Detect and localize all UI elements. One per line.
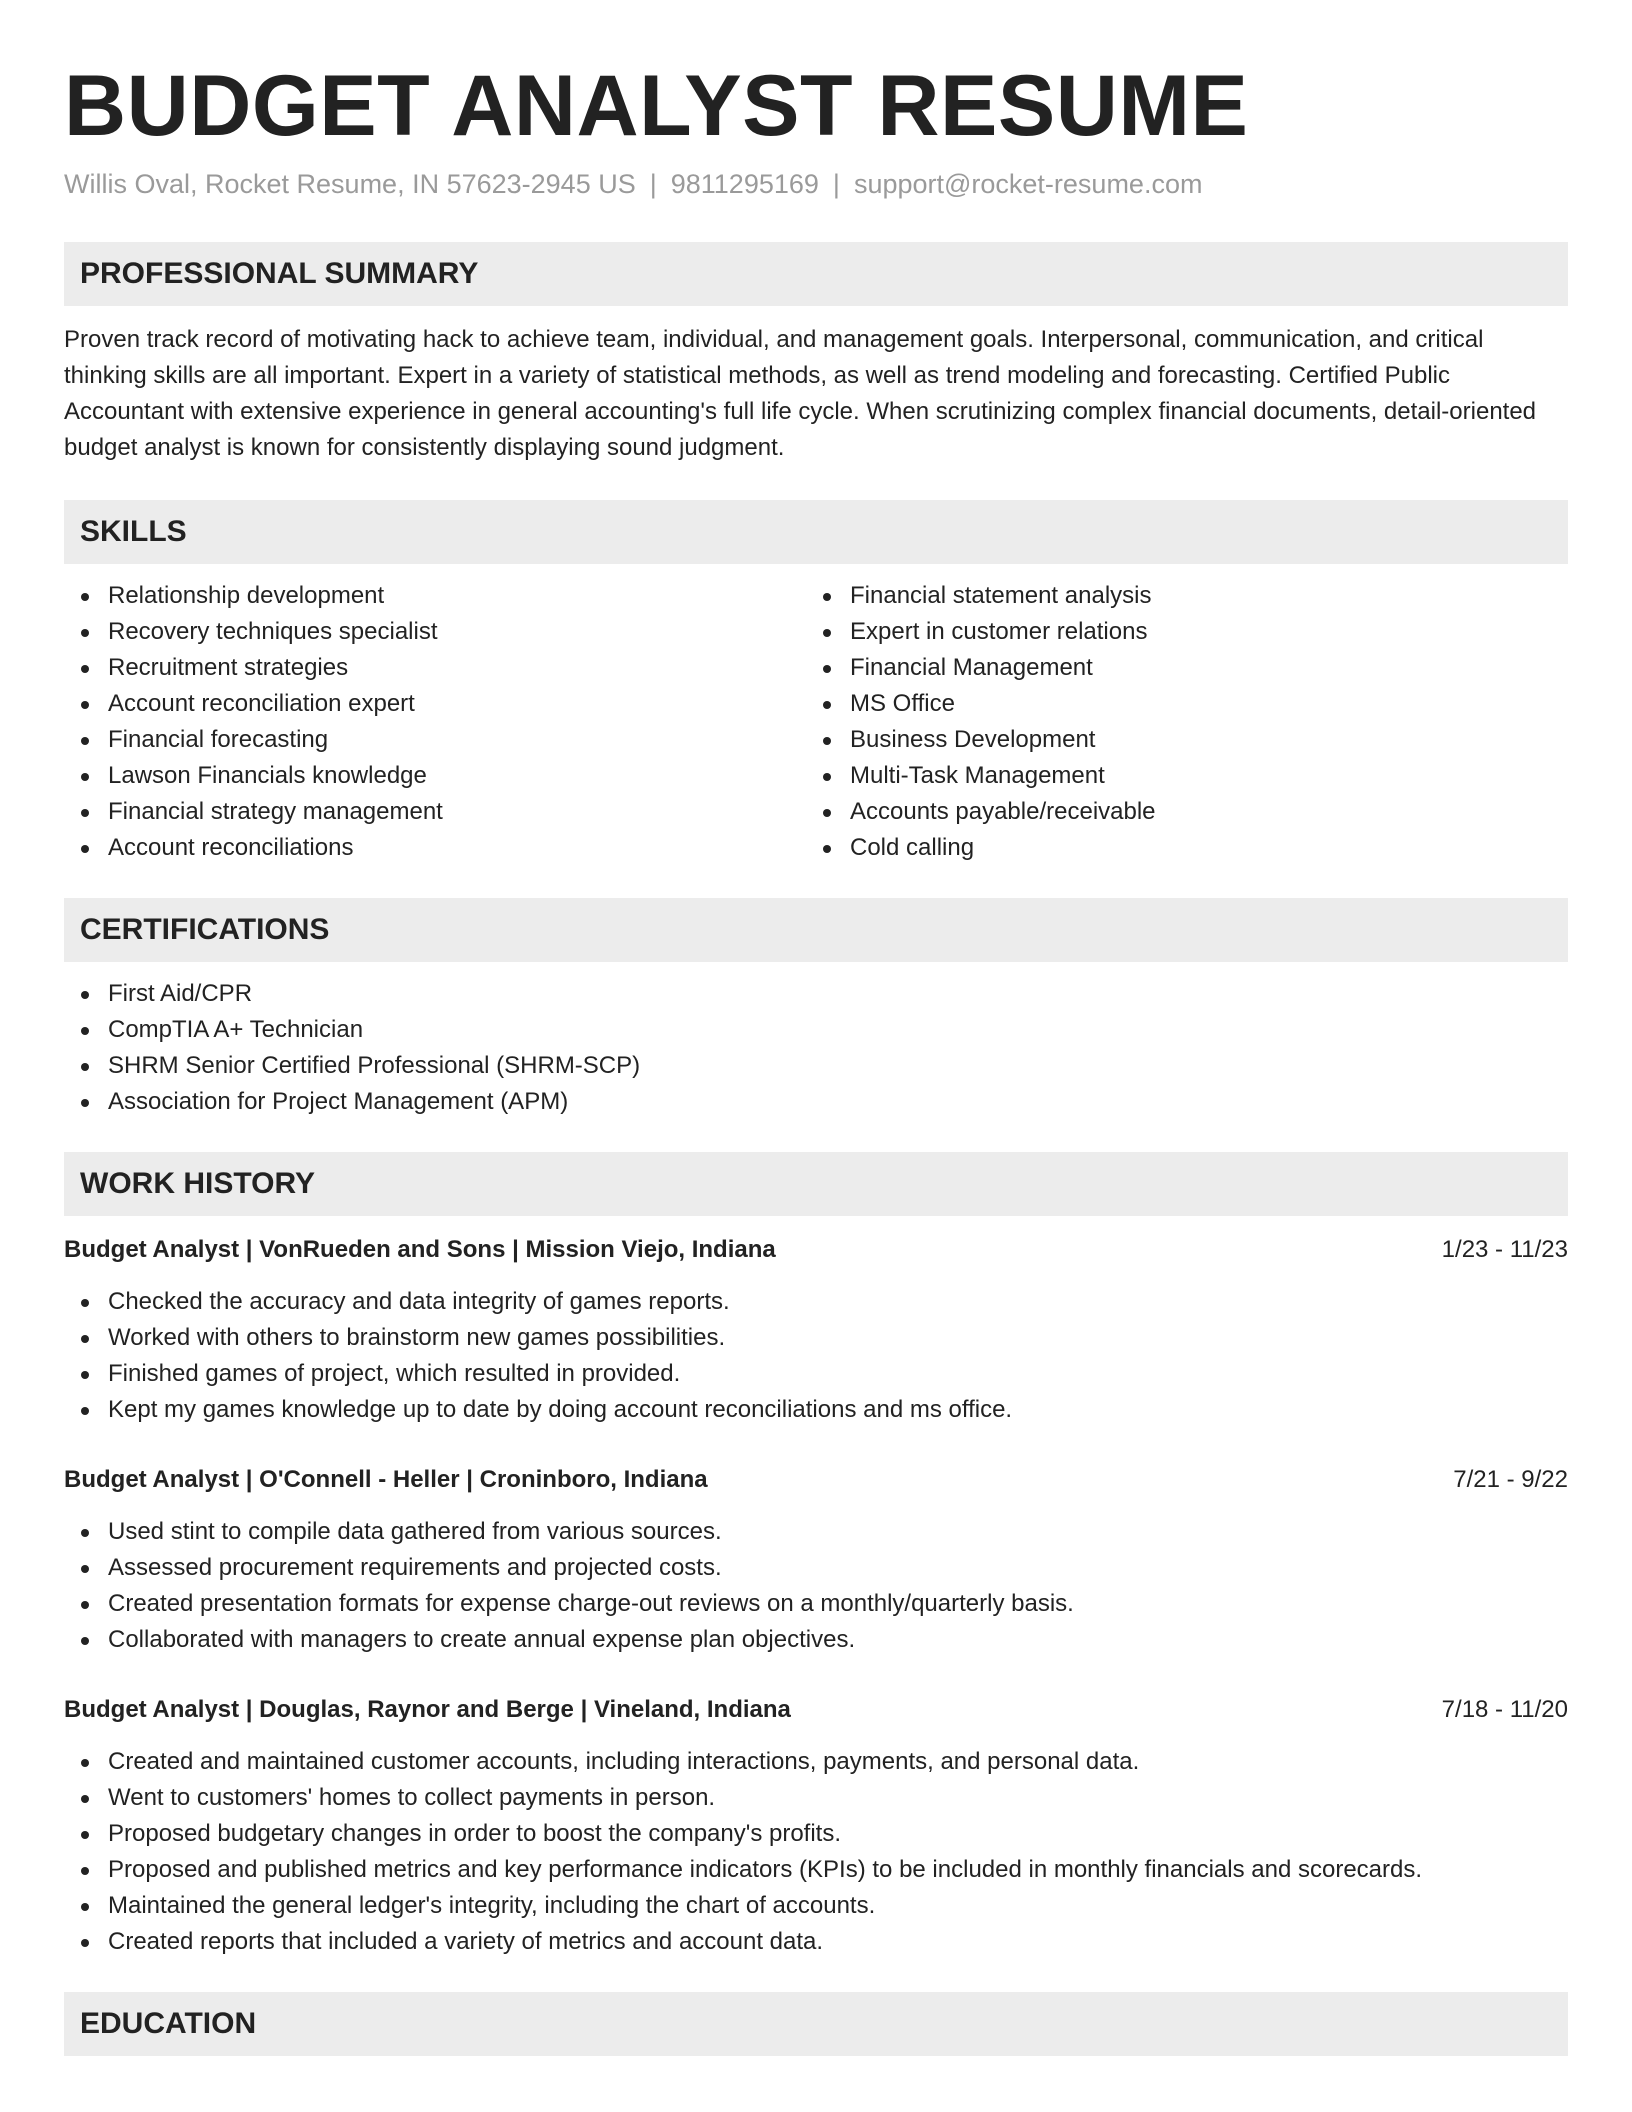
skill-item: Business Development (806, 722, 1548, 758)
contact-separator: | (649, 169, 657, 199)
skill-item: Relationship development (64, 578, 806, 614)
job-bullet: Worked with others to brainstorm new games possibilities. (64, 1320, 1568, 1356)
certification-item: CompTIA A+ Technician (64, 1012, 1568, 1048)
contact-email[interactable]: support@rocket-resume.com (853, 169, 1203, 199)
certifications-heading: CERTIFICATIONS (64, 898, 1568, 962)
contact-address: Willis Oval, Rocket Resume, IN 57623-2945 US (64, 169, 636, 199)
skill-item: Financial Management (806, 650, 1548, 686)
certification-item: Association for Project Management (APM) (64, 1084, 1568, 1120)
job-entry (64, 1692, 1568, 1960)
skill-item: Lawson Financials knowledge (64, 758, 806, 794)
job-bullet: Finished games of project, which resulted in provided. (64, 1356, 1568, 1392)
job-title: Budget Analyst | Douglas, Raynor and Berge | Vineland, Indiana (64, 1696, 791, 1723)
resume-page (64, 0, 1568, 2056)
skills-list-left (64, 578, 806, 866)
contact-separator: | (832, 169, 840, 199)
skill-item: Financial strategy management (64, 794, 806, 830)
education-section (64, 1992, 1568, 2056)
skills-section (64, 500, 1568, 866)
job-dates: 7/21 - 9/22 (1453, 1466, 1568, 1493)
skills-grid (64, 578, 1568, 866)
job-header (64, 1462, 1568, 1498)
skill-item: Financial forecasting (64, 722, 806, 758)
certifications-section (64, 898, 1568, 1120)
job-title: Budget Analyst | O'Connell - Heller | Croninboro, Indiana (64, 1466, 708, 1493)
job-bullets (64, 1284, 1568, 1428)
contact-line (64, 166, 1568, 202)
job-bullet: Maintained the general ledger's integrity, including the chart of accounts. (64, 1888, 1568, 1924)
skill-item: MS Office (806, 686, 1548, 722)
job-bullet: Checked the accuracy and data integrity of games reports. (64, 1284, 1568, 1320)
job-bullets (64, 1514, 1568, 1658)
skill-item: Accounts payable/receivable (806, 794, 1548, 830)
skills-heading: SKILLS (64, 500, 1568, 564)
skills-list-right (806, 578, 1548, 866)
certification-item: SHRM Senior Certified Professional (SHRM-SCP) (64, 1048, 1568, 1084)
job-header (64, 1232, 1568, 1268)
certifications-list (64, 976, 1568, 1120)
job-bullet: Created and maintained customer accounts, including interactions, payments, and personal data. (64, 1744, 1568, 1780)
work-history-heading: WORK HISTORY (64, 1152, 1568, 1216)
job-entry (64, 1232, 1568, 1428)
job-bullet: Used stint to compile data gathered from various sources. (64, 1514, 1568, 1550)
job-title: Budget Analyst | VonRueden and Sons | Mission Viejo, Indiana (64, 1236, 776, 1263)
skill-item: Account reconciliations (64, 830, 806, 866)
resume-title: BUDGET ANALYST RESUME (64, 58, 1249, 154)
summary-heading: PROFESSIONAL SUMMARY (64, 242, 1568, 306)
job-bullet: Proposed and published metrics and key performance indicators (KPIs) to be included in monthly financials and scorecards. (64, 1852, 1568, 1888)
job-bullet: Created reports that included a variety of metrics and account data. (64, 1924, 1568, 1960)
job-entry (64, 1462, 1568, 1658)
job-bullet: Created presentation formats for expense charge-out reviews on a monthly/quarterly basis. (64, 1586, 1568, 1622)
job-bullet: Kept my games knowledge up to date by doing account reconciliations and ms office. (64, 1392, 1568, 1428)
contact-phone: 9811295169 (670, 169, 819, 199)
job-bullet: Proposed budgetary changes in order to boost the company's profits. (64, 1816, 1568, 1852)
skill-item: Financial statement analysis (806, 578, 1548, 614)
job-dates: 7/18 - 11/20 (1441, 1696, 1568, 1723)
education-heading: EDUCATION (64, 1992, 1568, 2056)
job-bullet: Went to customers' homes to collect payments in person. (64, 1780, 1568, 1816)
skill-item: Multi-Task Management (806, 758, 1548, 794)
skill-item: Recovery techniques specialist (64, 614, 806, 650)
job-bullet: Collaborated with managers to create annual expense plan objectives. (64, 1622, 1568, 1658)
summary-section (64, 242, 1568, 466)
work-history-section (64, 1152, 1568, 1960)
job-bullets (64, 1744, 1568, 1960)
skill-item: Expert in customer relations (806, 614, 1548, 650)
job-dates: 1/23 - 11/23 (1441, 1236, 1568, 1263)
job-bullet: Assessed procurement requirements and projected costs. (64, 1550, 1568, 1586)
certification-item: First Aid/CPR (64, 976, 1568, 1012)
skill-item: Recruitment strategies (64, 650, 806, 686)
summary-text: Proven track record of motivating hack to achieve team, individual, and management goals. Interpersonal, communication, and critical thinking skills are all important. Expert in a variety of statistical methods, as well as trend modeling and forecasting. Certified Public Accountant with extensive experience in general accounting's full life cycle. When scrutinizing complex financial documents, detail-oriented budget analyst is known for consistently displaying sound judgment. (64, 326, 1537, 461)
skill-item: Account reconciliation expert (64, 686, 806, 722)
job-header (64, 1692, 1568, 1728)
skill-item: Cold calling (806, 830, 1548, 866)
